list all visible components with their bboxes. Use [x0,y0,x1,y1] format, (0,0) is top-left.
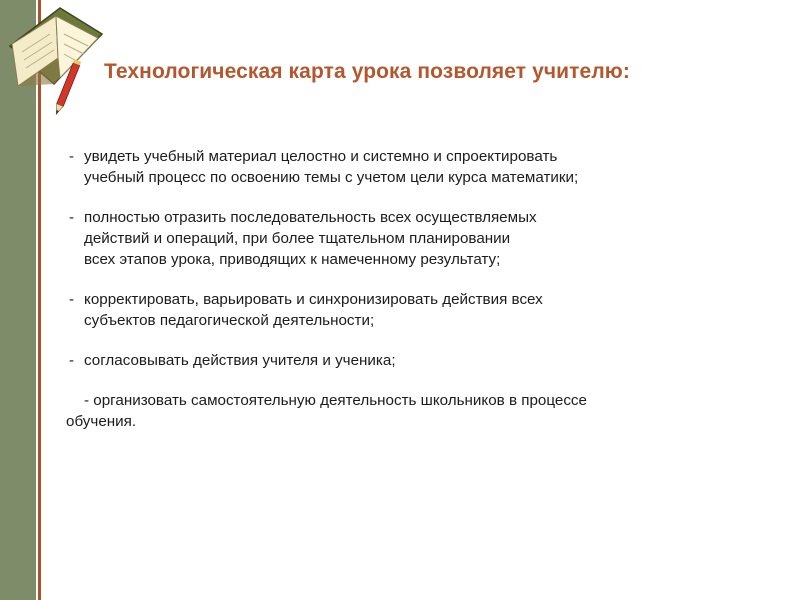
list-item [66,289,786,331]
list-item [66,146,786,188]
list-item-line: полностью отразить последовательность всех осуществляемых [84,209,537,226]
list-item-line: всех этапов урока, приводящих к намеченному результату; [84,251,501,268]
list-item-line: увидеть учебный материал целостно и системно и спроектировать [84,148,558,165]
slide-title: Технологическая карта урока позволяет учителю: [104,60,630,83]
list-item-line: обучения. [66,413,137,430]
bullet-dash: - [69,148,75,165]
bullet-dash: - [69,209,75,226]
bullet-dash: - [69,352,75,369]
book-icon [0,0,110,125]
list-item-line: согласовывать действия учителя и ученика; [84,352,396,369]
list-item-line: учебный процесс по освоению темы с учетом цели курса математики; [84,169,579,186]
list-item [66,350,786,371]
bullet-list [66,146,786,432]
list-item-line: субъектов педагогической деятельности; [84,312,375,329]
list-item [66,207,786,270]
list-item-line: корректировать, варьировать и синхронизировать действия всех [84,291,543,308]
bullet-dash: - [69,291,75,308]
list-item-line: - организовать самостоятельную деятельность школьников в процессе [84,392,587,409]
list-item-line: действий и операций, при более тщательном планировании [84,230,511,247]
list-item [66,390,786,432]
